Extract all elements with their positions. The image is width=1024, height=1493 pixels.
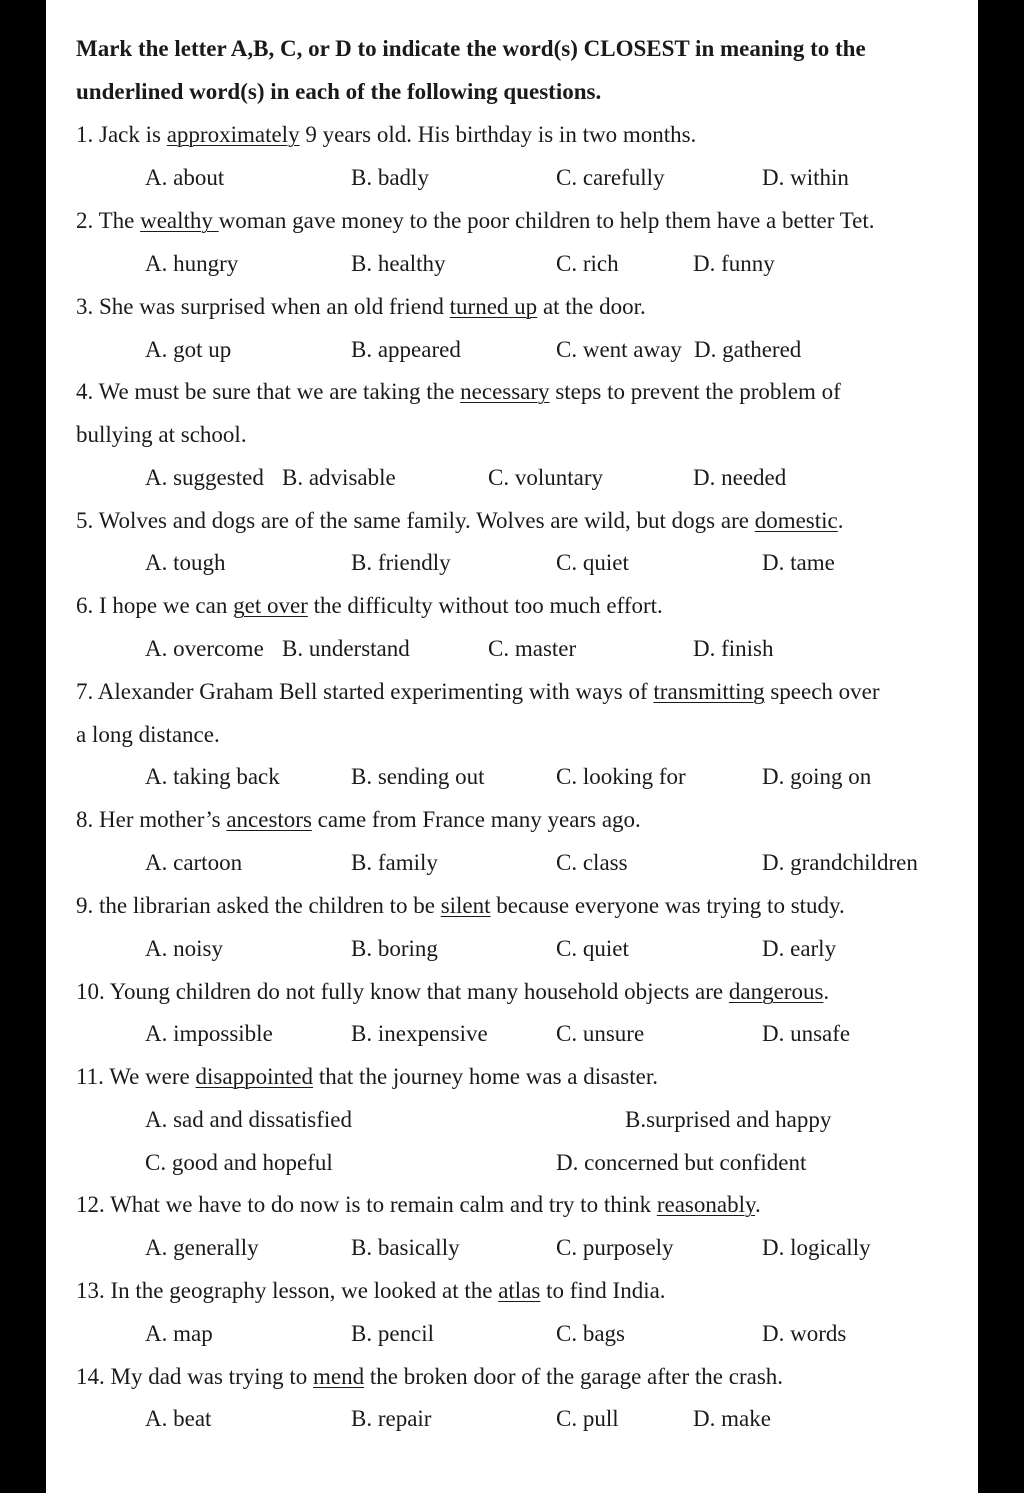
q4-option-b: B. advisable <box>282 465 396 490</box>
right-black-border <box>978 0 1024 1493</box>
question-8: 8. Her mother’s ancestors came from France many years ago. <box>76 807 641 832</box>
q3-option-b: B. appeared <box>351 337 461 362</box>
question-12: 12. What we have to do now is to remain calm and try to think reasonably. <box>76 1192 761 1217</box>
instructions-line-2: underlined word(s) in each of the following questions. <box>76 79 602 104</box>
question-10: 10. Young children do not fully know that many household objects are dangerous. <box>76 979 830 1004</box>
q11-option-d: D. concerned but confident <box>556 1150 807 1175</box>
underlined-word: reasonably <box>656 1192 755 1217</box>
q10-option-b: B. inexpensive <box>351 1021 488 1046</box>
q9-option-d: D. early <box>762 936 837 961</box>
q8-option-d: D. grandchildren <box>762 850 918 875</box>
question-7-continuation: a long distance. <box>76 722 220 747</box>
q4-option-c: C. voluntary <box>488 465 603 490</box>
q6-option-c: C. master <box>488 636 577 661</box>
q14-option-a: A. beat <box>145 1406 212 1431</box>
underlined-word: transmitting <box>653 679 765 704</box>
q3-option-c: C. went away <box>556 337 682 362</box>
instructions-line-1: Mark the letter A,B, C, or D to indicate the word(s) CLOSEST in meaning to the <box>76 36 866 61</box>
underlined-word: necessary <box>460 379 550 404</box>
q7-option-d: D. going on <box>762 764 872 789</box>
q13-option-b: B. pencil <box>351 1321 435 1346</box>
q14-option-d: D. make <box>693 1406 771 1431</box>
q6-option-d: D. finish <box>693 636 774 661</box>
q8-option-a: A. cartoon <box>145 850 243 875</box>
q5-option-c: C. quiet <box>556 550 629 575</box>
q10-option-d: D. unsafe <box>762 1021 851 1046</box>
q3-option-d: D. gathered <box>694 337 802 362</box>
left-black-border <box>0 0 46 1493</box>
q13-option-c: C. bags <box>556 1321 625 1346</box>
q11-option-a: A. sad and dissatisfied <box>145 1107 352 1132</box>
q4-option-d: D. needed <box>693 465 787 490</box>
q13-option-a: A. map <box>145 1321 213 1346</box>
underlined-word: wealthy <box>140 208 219 233</box>
question-3: 3. She was surprised when an old friend turned up at the door. <box>76 294 646 319</box>
underlined-word: mend <box>313 1364 365 1389</box>
q12-option-b: B. basically <box>351 1235 460 1260</box>
q12-option-c: C. purposely <box>556 1235 674 1260</box>
q11-option-c: C. good and hopeful <box>145 1150 333 1175</box>
question-2: 2. The wealthy woman gave money to the poor children to help them have a better Tet. <box>76 208 875 233</box>
question-4: 4. We must be sure that we are taking the necessary steps to prevent the problem of <box>76 379 841 404</box>
q2-option-c: C. rich <box>556 251 619 276</box>
q11-option-b: B.surprised and happy <box>625 1107 832 1132</box>
q12-option-a: A. generally <box>145 1235 259 1260</box>
q14-option-b: B. repair <box>351 1406 432 1431</box>
question-14: 14. My dad was trying to mend the broken door of the garage after the crash. <box>76 1364 784 1389</box>
underlined-word: turned up <box>449 294 538 319</box>
q3-option-a: A. got up <box>145 337 232 362</box>
q9-option-a: A. noisy <box>145 936 223 961</box>
underlined-word: disappointed <box>195 1064 314 1089</box>
q2-option-b: B. healthy <box>351 251 446 276</box>
q8-option-b: B. family <box>351 850 438 875</box>
q5-option-a: A. tough <box>145 550 226 575</box>
q1-option-a: A. about <box>145 165 225 190</box>
q7-option-c: C. looking for <box>556 764 686 789</box>
underlined-word: domestic <box>754 508 838 533</box>
q5-option-b: B. friendly <box>351 550 451 575</box>
q6-option-a: A. overcome <box>145 636 264 661</box>
q10-option-a: A. impossible <box>145 1021 273 1046</box>
underlined-word: atlas <box>498 1278 541 1303</box>
question-4-continuation: bullying at school. <box>76 422 247 447</box>
q10-option-c: C. unsure <box>556 1021 645 1046</box>
underlined-word: get over <box>233 593 308 618</box>
q8-option-c: C. class <box>556 850 628 875</box>
question-1: 1. Jack is approximately 9 years old. His birthday is in two months. <box>76 122 697 147</box>
q13-option-d: D. words <box>762 1321 847 1346</box>
worksheet-page <box>46 0 978 1493</box>
q1-option-d: D. within <box>762 165 849 190</box>
q9-option-b: B. boring <box>351 936 438 961</box>
q7-option-b: B. sending out <box>351 764 485 789</box>
question-13: 13. In the geography lesson, we looked at the atlas to find India. <box>76 1278 666 1303</box>
underlined-word: silent <box>440 893 491 918</box>
q6-option-b: B. understand <box>282 636 410 661</box>
underlined-word: approximately <box>166 122 300 147</box>
question-7: 7. Alexander Graham Bell started experimenting with ways of transmitting speech over <box>76 679 880 704</box>
underlined-word: dangerous <box>728 979 824 1004</box>
q12-option-d: D. logically <box>762 1235 871 1260</box>
underlined-word: ancestors <box>226 807 312 832</box>
q9-option-c: C. quiet <box>556 936 629 961</box>
q14-option-c: C. pull <box>556 1406 619 1431</box>
q1-option-c: C. carefully <box>556 165 665 190</box>
q5-option-d: D. tame <box>762 550 835 575</box>
q2-option-a: A. hungry <box>145 251 239 276</box>
question-9: 9. the librarian asked the children to be silent because everyone was trying to study. <box>76 893 845 918</box>
q7-option-a: A. taking back <box>145 764 280 789</box>
question-6: 6. I hope we can get over the difficulty without too much effort. <box>76 593 663 618</box>
question-5: 5. Wolves and dogs are of the same family. Wolves are wild, but dogs are domestic. <box>76 508 844 533</box>
q2-option-d: D. funny <box>693 251 775 276</box>
q1-option-b: B. badly <box>351 165 429 190</box>
question-11: 11. We were disappointed that the journey home was a disaster. <box>76 1064 658 1089</box>
q4-option-a: A. suggested <box>145 465 264 490</box>
